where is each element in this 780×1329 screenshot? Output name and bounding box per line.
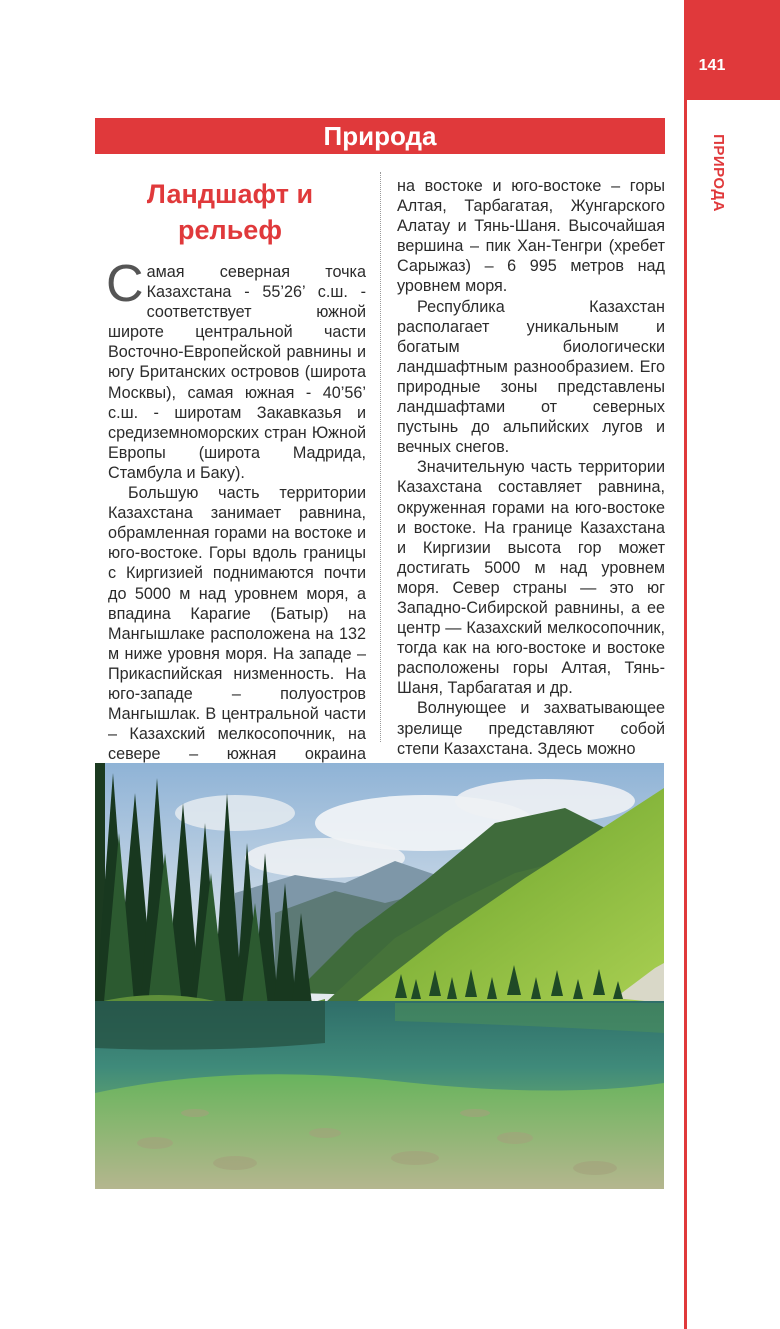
drop-cap: С	[106, 255, 144, 313]
right-paragraph-3: Значительную часть территории Казахстана составляет равнина, окруженная горами на юго-востоке и востоке. На границе Казахстана и Киргизии высота гор может достигать 5000 м над уровнем моря. Север страны — это юг Западно-Сибирской равнины, а ее центр — Казахский мелкосопочник, тогда как на юго-востоке и востоке расположены горы Алтая, Тянь-Шаня, Тарбагатая и др.	[397, 458, 665, 698]
right-paragraph-1: на востоке и юго-востоке – горы Алтая, Тарбагатая, Жунгарского Алатау и Тянь-Шаня. Высочайшая вершина – пик Хан-Тенгри (хребет Сарыжаз) – 6 995 метров над уровнем моря.	[397, 177, 665, 296]
intro-paragraph	[106, 255, 366, 483]
left-text-column	[106, 255, 366, 784]
page-number: 141	[698, 57, 726, 74]
intro-paragraph-text: амая северная точка Казахстана - 55’26’ с.ш. - соответствует южной широте центральной части Восточно-Европейской равнины и югу Британских островов (широта Москвы), самая южная - 40’56’ с.ш. - широтам Закавказья и средиземноморских стран Южной Европы (широта Мадрида, Стамбула и Баку).	[108, 263, 366, 482]
right-paragraph-4: Волнующее и захватывающее зрелище представляют собой степи Казахстана. Здесь можно	[397, 699, 665, 758]
column-divider	[380, 172, 381, 742]
page-number-box	[687, 0, 780, 100]
right-text-column	[397, 176, 665, 759]
left-paragraph-2: Большую часть территории Казахстана занимает равнина, обрамленная горами на востоке и юго-востоке. Горы вдоль границы с Киргизией поднимаются почти до 5000 м над уровнем моря, а впадина Карагие (Батыр) на Мангышлаке расположена на 132 м ниже уровня моря. На западе – Прикаспийская низменность. На юго-западе – полуостров Мангышлак. В центральной части – Казахский мелкосопочник, на севере – южная окраина	[108, 484, 366, 764]
section-title-banner: Природа	[95, 118, 665, 154]
right-paragraph-2: Республика Казахстан располагает уникальным и богатым биологически ландшафтным разнообразием. Его природные зоны представлены ландшафтами от северных пустынь до альпийских лугов и вечных снегов.	[397, 297, 665, 457]
chapter-side-label: ПРИРОДА	[710, 134, 727, 212]
mountain-lake-photo	[95, 763, 664, 1189]
article-title: Ландшафт и рельеф	[146, 179, 314, 245]
side-accent-line	[684, 0, 687, 1329]
